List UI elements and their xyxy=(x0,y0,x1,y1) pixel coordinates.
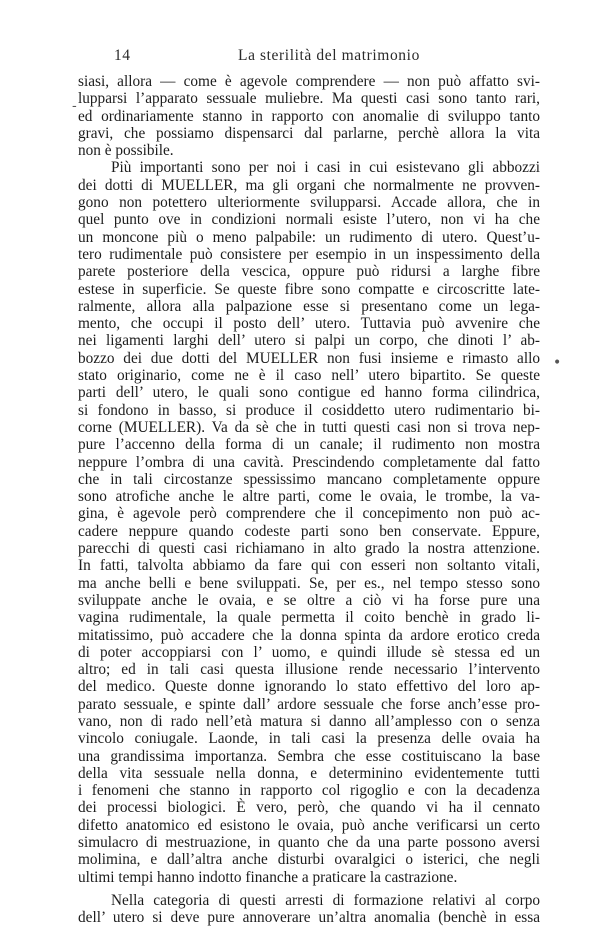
text-line: un moncone più o meno palpabile: un rudimento di utero. Quest’u- xyxy=(78,228,540,246)
page-number: 14 xyxy=(114,47,131,64)
running-title: La sterilità del matrimonio xyxy=(238,47,420,64)
text-line: neppure l’ombra di una cavità. Prescindendo completamente dal fatto xyxy=(78,453,540,471)
text-line: ma anche belli e bene sviluppati. Se, per es., nel tempo stesso sono xyxy=(78,574,540,592)
text-line: parete posteriore della vescica, oppure può ridursi a larghe fibre xyxy=(78,263,540,281)
text-line: corne (MUELLER). Va da sè che in tutti questi casi non si trova nep- xyxy=(78,418,540,436)
text-line: dei dotti di MUELLER, ma gli organi che normalmente ne provven- xyxy=(78,176,540,194)
text-line: cadere neppure quando codeste parti sono ben conservate. Eppure, xyxy=(78,522,540,540)
text-line: del medico. Queste donne ignorando lo stato effettivo del loro ap- xyxy=(78,678,540,696)
margin-hyphen-mark: - xyxy=(72,98,77,114)
text-line: gina, è agevole però comprendere che il concepimento non può ac- xyxy=(78,505,540,523)
text-line: siasi, allora — come è agevole comprendere — non può affatto svi- xyxy=(78,73,540,90)
text-line: sviluppate anche le ovaia, e se oltre a ciò vi ha forse pure una xyxy=(78,591,540,609)
text-line: Più importanti sono per noi i casi in cui esistevano gli abbozzi xyxy=(111,159,540,177)
margin-dot-mark: • xyxy=(553,355,562,371)
text-line: lupparsi l’apparato sessuale muliebre. Ma questi casi sono tanto rari, xyxy=(78,90,540,108)
text-line: Nella categoria di questi arresti di formazione relativi al corpo xyxy=(111,891,540,909)
text-line: si fondono in basso, si produce il cosiddetto utero rudimentario bi- xyxy=(78,401,540,419)
text-line: ed ordinariamente stanno in rapporto con anomalie di sviluppo tanto xyxy=(78,107,540,125)
text-line: molimina, e dall’altra anche disturbi ovaralgici o isterici, che negli xyxy=(78,851,540,869)
body-text xyxy=(78,73,540,927)
text-line: gono non potettero ulteriormente svilupparsi. Accade allora, che in xyxy=(78,194,540,212)
page-header xyxy=(114,47,528,67)
text-line: una grandissima importanza. Sembra che esse costituiscano la base xyxy=(78,747,540,765)
text-line: estese in superficie. Se queste fibre sono compatte e circoscritte late- xyxy=(78,280,540,298)
text-line: ralmente, allora alla palpazione esse si presentano come un lega- xyxy=(78,297,540,315)
text-line: difetto anatomico ed esistono le ovaia, può anche verificarsi un certo xyxy=(78,816,540,834)
text-line: vagina rudimentale, la quale permetta il coito benchè in grado li- xyxy=(78,609,540,627)
text-line: tero rudimentale può consistere per esempio in un inspessimento della xyxy=(78,245,540,263)
text-line: parti dell’ utero, le quali sono contigue ed hanno forma cilindrica, xyxy=(78,384,540,402)
text-line: mento, che occupi il posto dell’ utero. Tuttavia può avvenire che xyxy=(78,315,540,333)
text-line: quel punto ove in condizioni normali esiste l’utero, non vi ha che xyxy=(78,211,540,229)
text-line: stato originario, come ne è il caso nell’ utero bipartito. Se queste xyxy=(78,367,540,385)
text-line: ultimi tempi hanno indotto finanche a praticare la castrazione. xyxy=(78,868,458,886)
text-line: i fenomeni che stanno in rapporto col rigoglio e con la decadenza xyxy=(78,782,540,800)
text-line: dei processi biologici. È vero, però, che quando vi ha il cennato xyxy=(78,799,540,817)
text-line: della vita sessuale nella donna, e determinino evidentemente tutti xyxy=(78,764,540,782)
paragraph-3 xyxy=(78,892,540,927)
text-line: sono atrofiche anche le altre parti, come le ovaia, le trombe, la va- xyxy=(78,488,540,506)
text-line: vincolo coniugale. Laonde, in tali casi la presenza delle ovaia ha xyxy=(78,730,540,748)
text-line: parato sessuale, e spinte dall’ ardore sessuale che forse anch’esse pro- xyxy=(78,695,540,713)
text-line: che in tali circostanze spessissimo mancano completamente oppure xyxy=(78,470,540,488)
text-line: mitatissimo, può accadere che la donna spinta da ardore erotico creda xyxy=(78,626,540,644)
text-line: In fatti, talvolta abbiamo da fare qui con esseri non soltanto vitali, xyxy=(78,557,540,575)
text-line: vano, non di rado nell’età matura si danno all’amplesso con o senza xyxy=(78,712,540,730)
text-line: dell’ utero si deve pure annoverare un’altra anomalia (benchè in essa xyxy=(78,909,540,927)
text-line: parecchi di questi casi richiamano in alto grado la nostra attenzione. xyxy=(78,540,540,558)
text-line: non è possibile. xyxy=(78,142,174,160)
text-line: di poter accoppiarsi con l’ uomo, e quindi illude sè stessa ed un xyxy=(78,643,540,661)
paragraph-1 xyxy=(78,73,540,159)
text-line: simulacro di mestruazione, in quanto che da una parte possono aversi xyxy=(78,834,540,852)
paragraph-2 xyxy=(78,159,540,885)
text-line: altro; ed in tali casi questa illusione rende necessario l’intervento xyxy=(78,661,540,679)
text-line: pure l’accenno della forma di un canale; il rudimento non mostra xyxy=(78,436,540,454)
text-line: bozzo dei due dotti del MUELLER non fusi insieme e rimasto allo xyxy=(78,349,540,367)
text-line: gravi, che possiamo dispensarci dal parlarne, perchè allora la vita xyxy=(78,124,540,142)
text-line: nei ligamenti larghi dell’ utero si palpi un corpo, che dinoti l’ ab- xyxy=(78,332,540,350)
